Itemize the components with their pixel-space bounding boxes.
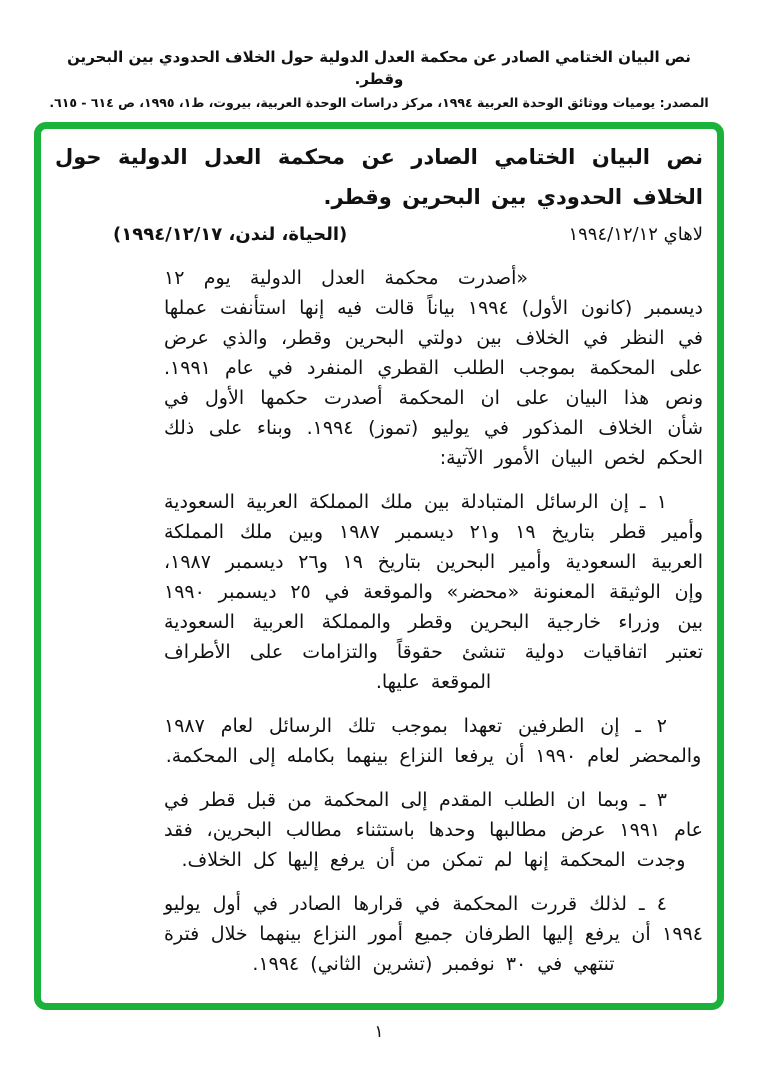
document-green-box [34, 122, 724, 1010]
list-item-1: ١ ـ إن الرسائل المتبادلة بين ملك المملكة العربية السعودية وأمير قطر بتاريخ ١٩ و٢١ ديسمبر ١٩٨٧ وبين ملك المملكة العربية السعودية وأمير البحرين بتاريخ ١٩ و٢٦ ديسمبر ١٩٨٧، وإن الوثيقة المعنونة «محضر» والموقعة في ٢٥ ديسمبر ١٩٩٠ بين وزراء خارجية البحرين وقطر والمملكة العربية السعودية تعتبر اتفاقيات دولية تنشئ حقوقاً والتزامات على الأطراف الموقعة عليها. [164, 491, 704, 693]
document-body [164, 263, 703, 979]
list-item-3: ٣ ـ وبما ان الطلب المقدم إلى المحكمة من قبل قطر في عام ١٩٩١ عرض مطالبها وحدها باستثناء مطالب البحرين، فقد وجدت المحكمة إنها لم تمكن من أن يرفع إليها كل الخلاف. [164, 789, 703, 871]
dateline-row [41, 221, 717, 249]
list-item-4: ٤ ـ لذلك قررت المحكمة في قرارها الصادر في أول يوليو ١٩٩٤ أن يرفع إليها الطرفان جميع أمور النزاع بينهما خلال فترة تنتهي في ٣٠ نوفمبر (تشرين الثاني) ١٩٩٤. [164, 893, 703, 975]
intro-paragraph: «أصدرت محكمة العدل الدولية يوم ١٢ ديسمبر (كانون الأول) ١٩٩٤ بياناً قالت فيه إنها استأنفت عملها في النظر في الخلاف بين دولتي البحرين وقطر، والذي عرض على المحكمة بموجب الطلب القطري المنفرد في عام ١٩٩١. ونص هذا البيان على ان المحكمة أصدرت حكمها الأول في شأن الخلاف المذكور في يوليو (تموز) ١٩٩٤. وبناء على ذلك الحكم لخص البيان الأمور الآتية: [164, 267, 703, 469]
list-item-2: ٢ ـ إن الطرفين تعهدا بموجب تلك الرسائل لعام ١٩٨٧ والمحضر لعام ١٩٩٠ أن يرفعا النزاع بينهما بكامله إلى المحكمة. [164, 715, 702, 767]
document-title: نص البيان الختامي الصادر عن محكمة العدل الدولية حول الخلاف الحدودي بين البحرين وقطر. [55, 145, 703, 209]
header-title: نص البيان الختامي الصادر عن محكمة العدل الدولية حول الخلاف الحدودي بين البحرين وقطر. [67, 48, 691, 88]
page-number: ١ [374, 1022, 384, 1042]
dateline-place-date: لاهاي ١٩٩٤/١٢/١٢ [568, 224, 703, 245]
dateline-source-ref: (الحياة، لندن، ١٩٩٤/١٢/١٧) [113, 224, 348, 245]
header-source-line: المصدر: يوميات ووثائق الوحدة العربية ١٩٩٤، مركز دراسات الوحدة العربية، بيروت، ط١، ١٩٩٥، ص ٦١٤ - ٦١٥. [49, 95, 709, 110]
page-header [0, 0, 758, 112]
